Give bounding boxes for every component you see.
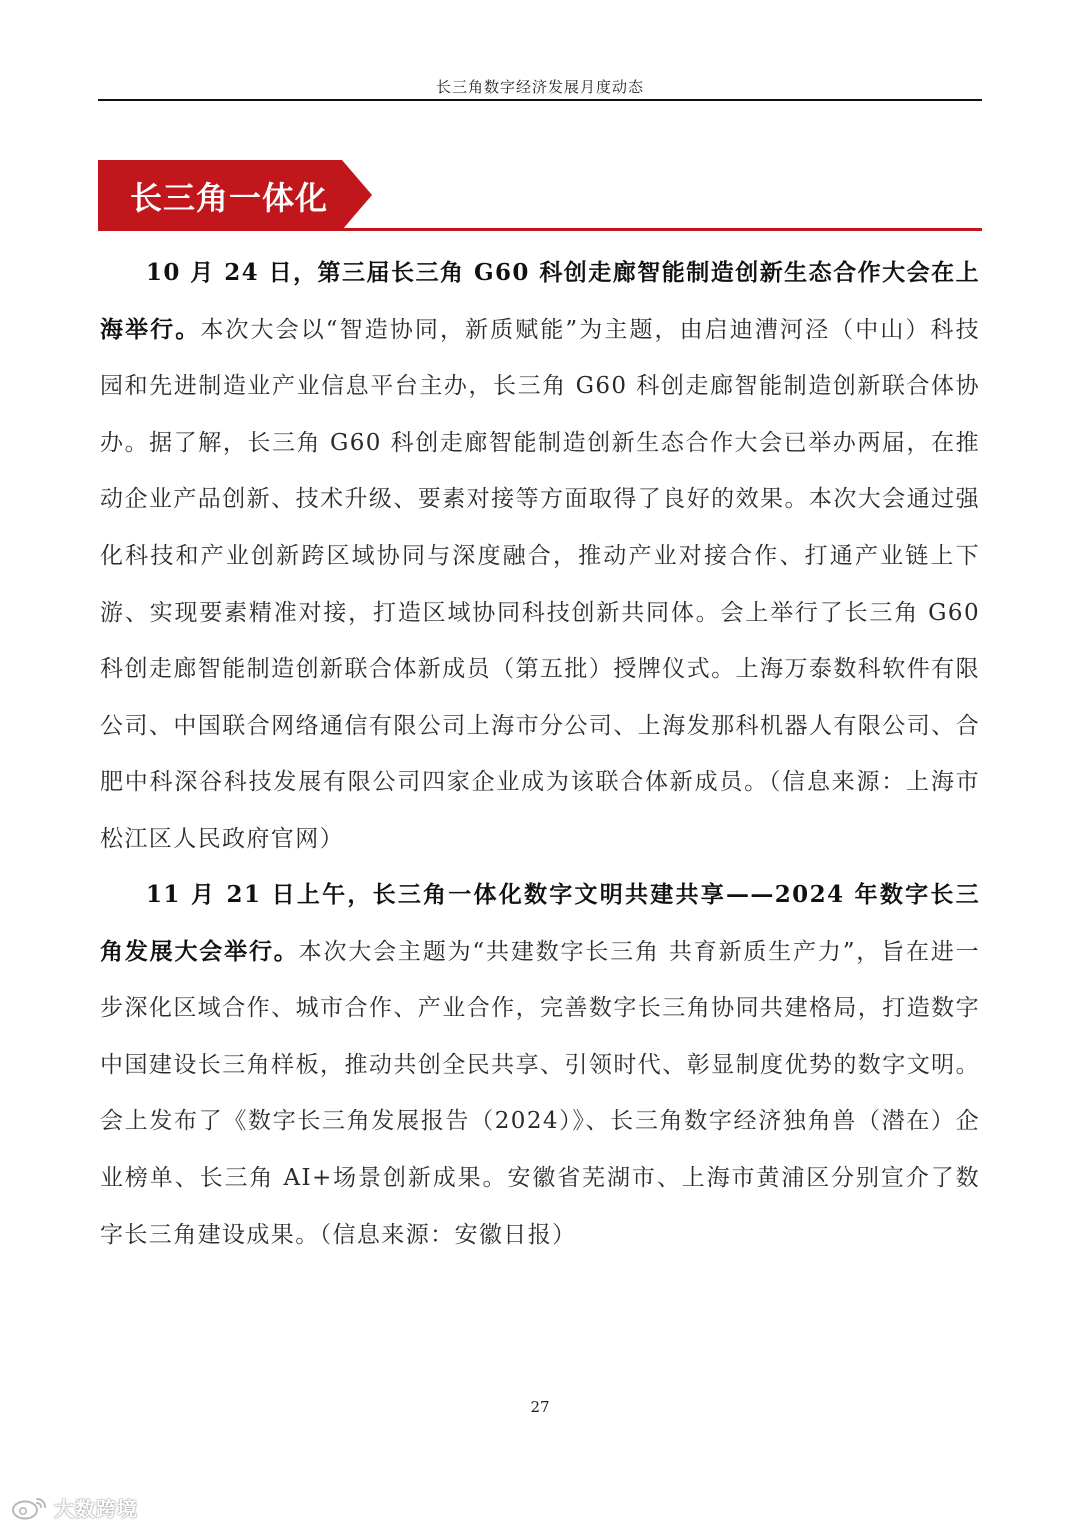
section-divider [98, 228, 982, 231]
news-body: 本次大会主题为“共建数字长三角 共育新质生产力”，旨在进一步深化区域合作、城市合作、产业合作，完善数字长三角协同共建格局，打造数字中国建设长三角样板，推动共创全民共享、引领时代、彰显制度优势的数字文明。会上发布了《数字长三角发展报告（2024）》、长三角数字经济独角兽（潜在）企业榜单、长三角 AI+场景创新成果。安徽省芜湖市、上海市黄浦区分别宣介了数字长三角建设成果。（信息来源：安徽日报） [100, 938, 980, 1248]
section-title: 长三角一体化 [130, 179, 329, 217]
watermark-text: 大数跨境 [54, 1496, 138, 1521]
weibo-logo-icon [10, 1493, 50, 1521]
running-header: 长三角数字经济发展月度动态 [435, 78, 644, 96]
page-number: 27 [530, 1398, 550, 1416]
news-item [100, 867, 980, 1263]
news-headline: 11 月 21 日上午，长三角一体化数字文明共建共享——2024 年数字长三角发展大会举行。 [100, 881, 980, 965]
section-banner [98, 160, 372, 230]
news-item [100, 245, 980, 868]
news-body: 本次大会以“智造协同，新质赋能”为主题，由启迪漕河泾（中山）科技园和先进制造业产业信息平台主办，长三角 G60 科创走廊智能制造创新联合体协办。据了解，长三角 G60 科创走廊智能制造创新生态合作大会已举办两届，在推动企业产品创新、技术升级、要素对接等方面取得了良好的效果。本次大会通过强化科技和产业创新跨区域协同与深度融合，推动产业对接合作、打通产业链上下游、实现要素精准对接，打造区域协同科技创新共同体。会上举行了长三角 G60 科创走廊智能制造创新联合体新成员（第五批）授牌仪式。上海万泰数科软件有限公司、中国联合网络通信有限公司上海市分公司、上海发那科机器人有限公司、合肥中科深谷科技发展有限公司四家企业成为该联合体新成员。（信息来源：上海市松江区人民政府官网） [100, 316, 980, 852]
news-headline: 10 月 24 日，第三届长三角 G60 科创走廊智能制造创新生态合作大会在上海举行。 [100, 259, 980, 343]
watermark [10, 1492, 138, 1522]
header-divider [98, 99, 982, 101]
